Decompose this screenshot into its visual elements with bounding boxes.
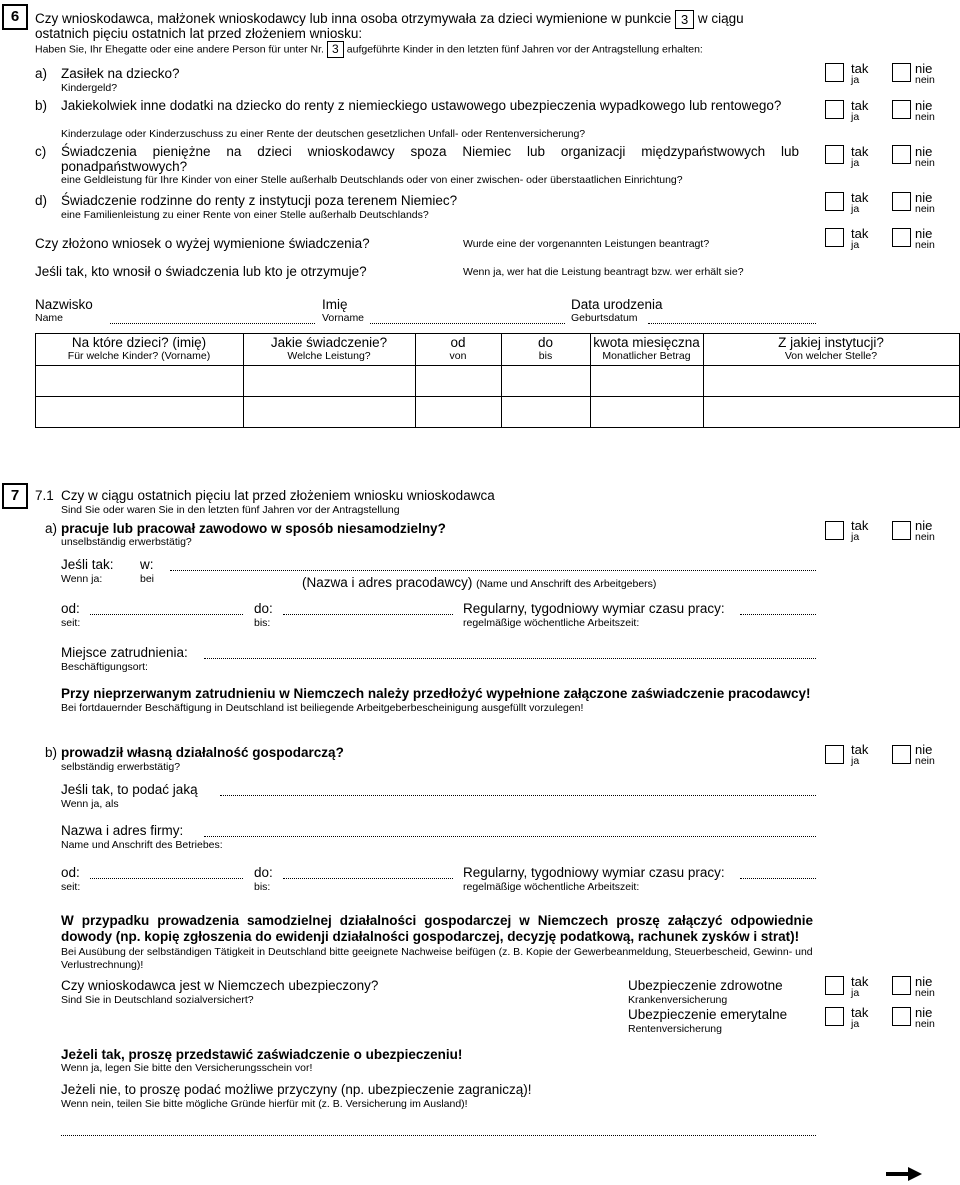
insured-question-german: Sind Sie in Deutschland sozialversichert?: [61, 994, 254, 1006]
checkbox-6c-no[interactable]: [892, 145, 911, 164]
item-3-reference-box-german: 3: [327, 41, 344, 58]
no-label-german: nein: [915, 203, 935, 215]
birthdate-label: Data urodzenia: [571, 297, 663, 312]
checkbox-7b-yes[interactable]: [825, 745, 844, 764]
from-field[interactable]: [90, 878, 243, 879]
yes-label: tak: [851, 98, 869, 113]
next-page-arrow-icon: [886, 1167, 922, 1181]
section-6-question-line-2: ostatnich pięciu ostatnich lat przed złożeniem wniosku:: [35, 26, 363, 41]
at-label: w:: [140, 557, 154, 572]
item-d-german: eine Familienleistung zu einer Rente von einer Stelle außerhalb Deutschlands?: [61, 209, 429, 221]
no-label: nie: [915, 61, 933, 76]
pension-insurance-label-german: Rentenversicherung: [628, 1023, 722, 1035]
table-header-to: [501, 335, 590, 362]
no-label-german: nein: [915, 1018, 935, 1030]
employer-hint: [302, 575, 656, 590]
checkbox-7a-yes[interactable]: [825, 521, 844, 540]
no-label: nie: [915, 1005, 933, 1020]
table-header-from: [415, 335, 501, 362]
header-german: Monatlicher Betrag: [602, 350, 691, 362]
checkbox-7b-no[interactable]: [892, 745, 911, 764]
firstname-label: Imię: [322, 297, 348, 312]
from-label-german: seit:: [61, 881, 81, 893]
from-label-german: seit:: [61, 617, 81, 629]
item-a-letter: a): [35, 66, 48, 81]
to-label-german: bis:: [254, 617, 271, 629]
benefits-table: [35, 333, 960, 428]
to-field[interactable]: [283, 614, 453, 615]
no-label-german: nein: [915, 239, 935, 251]
hours-field[interactable]: [740, 878, 816, 879]
no-label: nie: [915, 144, 933, 159]
table-header-benefit: [243, 335, 415, 362]
table-bottom-border: [35, 427, 960, 428]
firstname-label-german: Vorname: [322, 312, 365, 324]
item-c-letter: c): [35, 144, 47, 159]
surname-label: Nazwisko: [35, 297, 93, 312]
insurance-proof-note-german: Wenn ja, legen Sie bitte den Versicherungsschein vor!: [61, 1062, 313, 1074]
yes-label: tak: [851, 144, 869, 159]
item-7a-letter: a): [45, 521, 58, 536]
question-7-1-number: 7.1: [35, 488, 54, 503]
item-b-polish: Jakiekolwiek inne dodatki na dziecko do renty z niemieckiego ustawowego ubezpieczenia wypadkowego lub rentowego?: [61, 98, 782, 113]
who-question-german: Wenn ja, wer hat die Leistung beantragt bzw. wer erhält sie?: [463, 266, 744, 278]
employer-hint-german: (Name und Anschrift des Arbeitgebers): [476, 578, 657, 590]
header-german: von: [449, 350, 467, 362]
employer-certificate-note-german: Bei fortdauernder Beschäftigung in Deutschland ist beiliegende Arbeitgeberbescheinigung ausgefüllt vorzulegen!: [61, 702, 584, 714]
yes-label-german: ja: [851, 755, 860, 767]
item-a-polish: Zasiłek na dziecko?: [61, 66, 180, 81]
item-b-german: Kinderzulage oder Kinderzuschuss zu einer Rente der deutschen gesetzlichen Unfall- oder Rentenversicherung?: [61, 128, 586, 140]
checkbox-6b-no[interactable]: [892, 100, 911, 119]
no-label: nie: [915, 98, 933, 113]
section-6-question-german: [35, 41, 703, 58]
to-label: do:: [254, 601, 273, 616]
yes-label-german: ja: [851, 531, 860, 543]
section-7-number: 7: [2, 483, 28, 509]
item-7b-german: selbständig erwerbstätig?: [61, 761, 181, 773]
item-d-polish: Świadczenie rodzinne do renty z instytucji poza terenem Niemiec?: [61, 193, 458, 208]
no-label-german: nein: [915, 755, 935, 767]
employer-line-1[interactable]: [170, 570, 816, 571]
birthdate-label-german: Geburtsdatum: [571, 312, 638, 324]
header-german: Von welcher Stelle?: [784, 350, 878, 362]
workplace-label: Miejsce zatrudnienia:: [61, 645, 188, 660]
insured-question: Czy wnioskodawca jest w Niemczech ubezpieczony?: [61, 978, 379, 993]
item-a-german: Kindergeld?: [61, 82, 118, 94]
hours-label: Regularny, tygodniowy wymiar czasu pracy:: [463, 601, 725, 616]
yes-label-german: ja: [851, 1018, 860, 1030]
checkbox-6d-no[interactable]: [892, 192, 911, 211]
who-question-polish: Jeśli tak, kto wnosił o świadczenia lub kto je otrzymuje?: [35, 264, 367, 279]
firm-label: Nazwa i adres firmy:: [61, 823, 184, 838]
checkbox-6d-yes[interactable]: [825, 192, 844, 211]
firm-field[interactable]: [204, 836, 816, 837]
yes-label-german: ja: [851, 157, 860, 169]
checkbox-6a-yes[interactable]: [825, 63, 844, 82]
activity-label-german: Wenn ja, als: [61, 798, 119, 810]
item-c-german: eine Geldleistung für Ihre Kinder von einer Stelle außerhalb Deutschlands oder von einer zwischen- oder überstaatlichen Einrichtung?: [61, 174, 683, 186]
workplace-field[interactable]: [204, 658, 816, 659]
from-label: od:: [61, 865, 80, 880]
checkbox-pension-no[interactable]: [892, 1007, 911, 1026]
question-7-1-german: Sind Sie oder waren Sie in den letzten fünf Jahren vor der Antragstellung: [61, 504, 400, 516]
no-label: nie: [915, 974, 933, 989]
header-polish: Jakie świadczenie?: [270, 335, 388, 350]
question-7-1-polish: Czy w ciągu ostatnich pięciu lat przed złożeniem wniosku wnioskodawca: [61, 488, 495, 503]
from-label: od:: [61, 601, 80, 616]
header-german: Welche Leistung?: [287, 350, 371, 362]
yes-label-german: ja: [851, 203, 860, 215]
no-label-german: nein: [915, 987, 935, 999]
employer-hint-polish: (Nazwa i adres pracodawcy): [302, 575, 473, 590]
item-c-polish: Świadczenia pieniężne na dzieci wnioskodawcy spoza Niemiec lub organizacji międzypaństwowych lub ponadpaństwowych?: [61, 144, 799, 174]
item-b-letter: b): [35, 98, 48, 113]
checkbox-health-yes[interactable]: [825, 976, 844, 995]
checkbox-6-applied-no[interactable]: [892, 228, 911, 247]
yes-label: tak: [851, 61, 869, 76]
yes-label: tak: [851, 190, 869, 205]
no-label: nie: [915, 226, 933, 241]
birthdate-field[interactable]: [648, 323, 816, 324]
yes-label-german: ja: [851, 987, 860, 999]
yes-label: tak: [851, 974, 869, 989]
no-insurance-reason: Jeżeli nie, to proszę podać możliwe przyczyny (np. ubezpieczenie zagraniczą)!: [61, 1082, 532, 1097]
applied-question-german: Wurde eine der vorgenannten Leistungen beantragt?: [463, 238, 710, 250]
item-7b-letter: b): [45, 745, 58, 760]
table-header-children: [35, 335, 243, 362]
yes-label: tak: [851, 742, 869, 757]
surname-field[interactable]: [110, 323, 315, 324]
activity-field[interactable]: [220, 795, 816, 796]
if-yes-label-german: Wenn ja:: [61, 573, 103, 585]
no-label: nie: [915, 742, 933, 757]
insurance-proof-note: Jeżeli tak, proszę przedstawić zaświadczenie o ubezpieczeniu!: [61, 1047, 463, 1062]
hours-label: Regularny, tygodniowy wymiar czasu pracy:: [463, 865, 725, 880]
hours-field[interactable]: [740, 614, 816, 615]
table-header-amount: [590, 335, 703, 362]
self-employment-note: W przypadku prowadzenia samodzielnej działalności gospodarczej w Niemczech proszę załączyć odpowiednie dowody (np. kopię zgłoszenia do ewidenji działalności gospodarczej, decyzję podatkową, rachunek zysków i strat)!: [61, 913, 813, 944]
yes-label-german: ja: [851, 74, 860, 86]
firstname-field[interactable]: [370, 323, 565, 324]
no-label-german: nein: [915, 531, 935, 543]
firm-label-german: Name und Anschrift des Betriebes:: [61, 839, 223, 851]
health-insurance-label-german: Krankenversicherung: [628, 994, 728, 1006]
table-header-institution: [703, 335, 959, 362]
at-label-german: bei: [140, 573, 155, 585]
header-polish: Z jakiej instytucji?: [778, 335, 884, 350]
table-top-border: [35, 333, 960, 334]
applied-question-polish: Czy złożono wniosek o wyżej wymienione świadczenia?: [35, 236, 370, 251]
checkbox-6-applied-yes[interactable]: [825, 228, 844, 247]
question-text: Czy wnioskodawca, małżonek wnioskodawcy lub inna osoba otrzymywała za dzieci wymienione w punkcie: [35, 11, 672, 27]
checkbox-6b-yes[interactable]: [825, 100, 844, 119]
checkbox-health-no[interactable]: [892, 976, 911, 995]
yes-label: tak: [851, 1005, 869, 1020]
section-6-number: 6: [2, 4, 28, 30]
header-german: bis: [538, 350, 553, 362]
no-insurance-reason-german: Wenn nein, teilen Sie bitte mögliche Gründe hierfür mit (z. B. Versicherung im Ausland)!: [61, 1098, 468, 1110]
header-polish: Na które dzieci? (imię): [71, 335, 207, 350]
to-label-german: bis:: [254, 881, 271, 893]
header-german: Für welche Kinder? (Vorname): [67, 350, 211, 362]
item-7b-polish: prowadził własną działalność gospodarczą?: [61, 745, 344, 760]
no-label-german: nein: [915, 74, 935, 86]
no-label-german: nein: [915, 111, 935, 123]
hours-label-german: regelmäßige wöchentliche Arbeitszeit:: [463, 617, 640, 629]
employer-certificate-note: Przy nieprzerwanym zatrudnieniu w Niemczech należy przedłożyć wypełnione załączone zaświadczenie pracodawcy!: [61, 686, 811, 701]
yes-label: tak: [851, 226, 869, 241]
header-polish: od: [450, 335, 466, 350]
question-text-end: w ciągu: [697, 11, 744, 27]
question-german-text-end: aufgeführte Kinder in den letzten fünf Jahren vor der Antragstellung erhalten:: [346, 43, 703, 56]
yes-label-german: ja: [851, 239, 860, 251]
header-polish: do: [537, 335, 554, 350]
header-polish: kwota miesięczna: [593, 335, 700, 350]
yes-label-german: ja: [851, 111, 860, 123]
table-row[interactable]: [35, 366, 959, 396]
item-7a-german: unselbständig erwerbstätig?: [61, 536, 192, 548]
item-7a-polish: pracuje lub pracował zawodowo w sposób niesamodzielny?: [61, 521, 446, 536]
no-label: nie: [915, 518, 933, 533]
to-label: do:: [254, 865, 273, 880]
table-row[interactable]: [35, 397, 959, 427]
reason-field[interactable]: [61, 1135, 816, 1136]
pension-insurance-label: Ubezpieczenie emerytalne: [628, 1007, 788, 1022]
no-label: nie: [915, 190, 933, 205]
question-german-text: Haben Sie, Ihr Ehegatte oder eine andere Person für unter Nr.: [35, 43, 324, 56]
checkbox-7a-no[interactable]: [892, 521, 911, 540]
activity-label: Jeśli tak, to podać jaką: [61, 782, 198, 797]
checkbox-6a-no[interactable]: [892, 63, 911, 82]
self-employment-note-german: Bei Ausübung der selbständigen Tätigkeit in Deutschland bitte geeignete Nachweise beifügen (z. B. Kopie der Gewerbeanmeldung, Steuerbescheid, Gewinn- und Verlustrechnung)!: [61, 946, 813, 971]
health-insurance-label: Ubezpieczenie zdrowotne: [628, 978, 783, 993]
checkbox-pension-yes[interactable]: [825, 1007, 844, 1026]
yes-label: tak: [851, 518, 869, 533]
surname-label-german: Name: [35, 312, 64, 324]
hours-label-german: regelmäßige wöchentliche Arbeitszeit:: [463, 881, 640, 893]
checkbox-6c-yes[interactable]: [825, 145, 844, 164]
workplace-label-german: Beschäftigungsort:: [61, 661, 148, 673]
no-label-german: nein: [915, 157, 935, 169]
to-field[interactable]: [283, 878, 453, 879]
if-yes-label: Jeśli tak:: [61, 557, 114, 572]
item-d-letter: d): [35, 193, 48, 208]
from-field[interactable]: [90, 614, 243, 615]
item-3-reference-box: 3: [675, 10, 694, 29]
